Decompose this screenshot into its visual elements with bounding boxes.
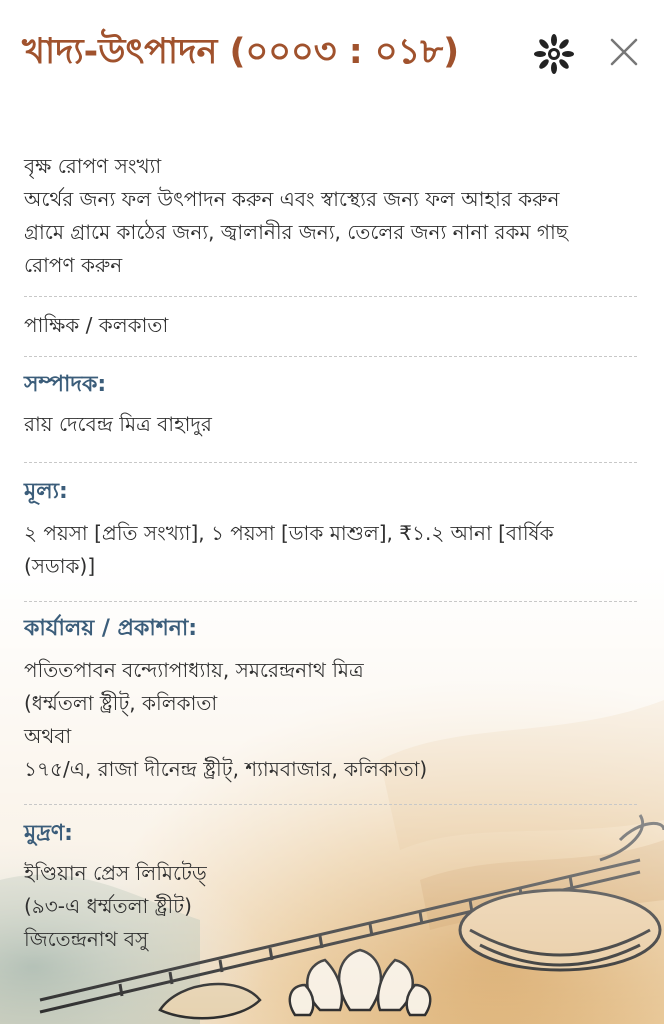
office-section <box>24 602 637 805</box>
price-section <box>24 463 637 602</box>
frequency-text: পাক্ষিক / কলকাতা <box>24 313 169 337</box>
close-icon <box>608 36 640 68</box>
price-heading: মূল্য: <box>24 479 68 504</box>
editor-name: রায় দেবেন্দ্র মিত্র বাহাদুর <box>24 412 212 436</box>
panel-header <box>22 24 642 84</box>
headline-line: বৃক্ষ রোপণ সংখ্যা <box>24 154 162 178</box>
office-line: ১৭৫/এ, রাজা দীনেন্দ্র ষ্ট্রীট্, শ্যামবাজার, কলিকাতা) <box>24 757 428 781</box>
lotus-emblem-icon <box>534 34 574 74</box>
frequency-section <box>24 297 637 357</box>
headline-line: গ্রামে গ্রামে কাঠের জন্য, জ্বালানীর জন্য, তেলের জন্য নানা রকম গাছ <box>24 220 568 244</box>
headline-line: অর্থের জন্য ফল উৎপাদন করুন এবং স্বাস্থ্যের জন্য ফল আহার করুন <box>24 187 560 211</box>
editor-section <box>24 357 637 463</box>
close-button[interactable] <box>608 36 640 68</box>
printer-line: (৯৩-এ ধর্ম্মতলা ষ্ট্রীট) <box>24 894 192 918</box>
office-line: অথবা <box>24 724 72 748</box>
price-line: (সডাক)] <box>24 554 96 578</box>
printer-line: জিতেন্দ্রনাথ বসু <box>24 927 149 951</box>
headline-line: রোপণ করুন <box>24 253 123 277</box>
office-heading: কার্যালয় / প্রকাশনা: <box>24 616 198 641</box>
price-line: ২ পয়সা [প্রতি সংখ্যা], ১ পয়সা [ডাক মাশুল], ₹১.২ আনা [বার্ষিক <box>24 521 554 545</box>
details-content <box>24 150 637 956</box>
office-line: পতিতপাবন বন্দ্যোপাধ্যায়, সমরেন্দ্রনাথ মিত্র <box>24 658 364 682</box>
headlines-section <box>24 150 637 297</box>
page-title: খাদ্য-উৎপাদন (০০০৩ : ০১৮) <box>22 32 460 72</box>
office-line: (ধর্ম্মতলা ষ্ট্রীট্, কলিকাতা <box>24 691 218 715</box>
printer-line: ইণ্ডিয়ান প্রেস লিমিটেড্ <box>24 861 207 885</box>
editor-heading: সম্পাদক: <box>24 372 107 397</box>
printer-heading: মুদ্রণ: <box>24 821 73 846</box>
printer-section <box>24 805 637 956</box>
